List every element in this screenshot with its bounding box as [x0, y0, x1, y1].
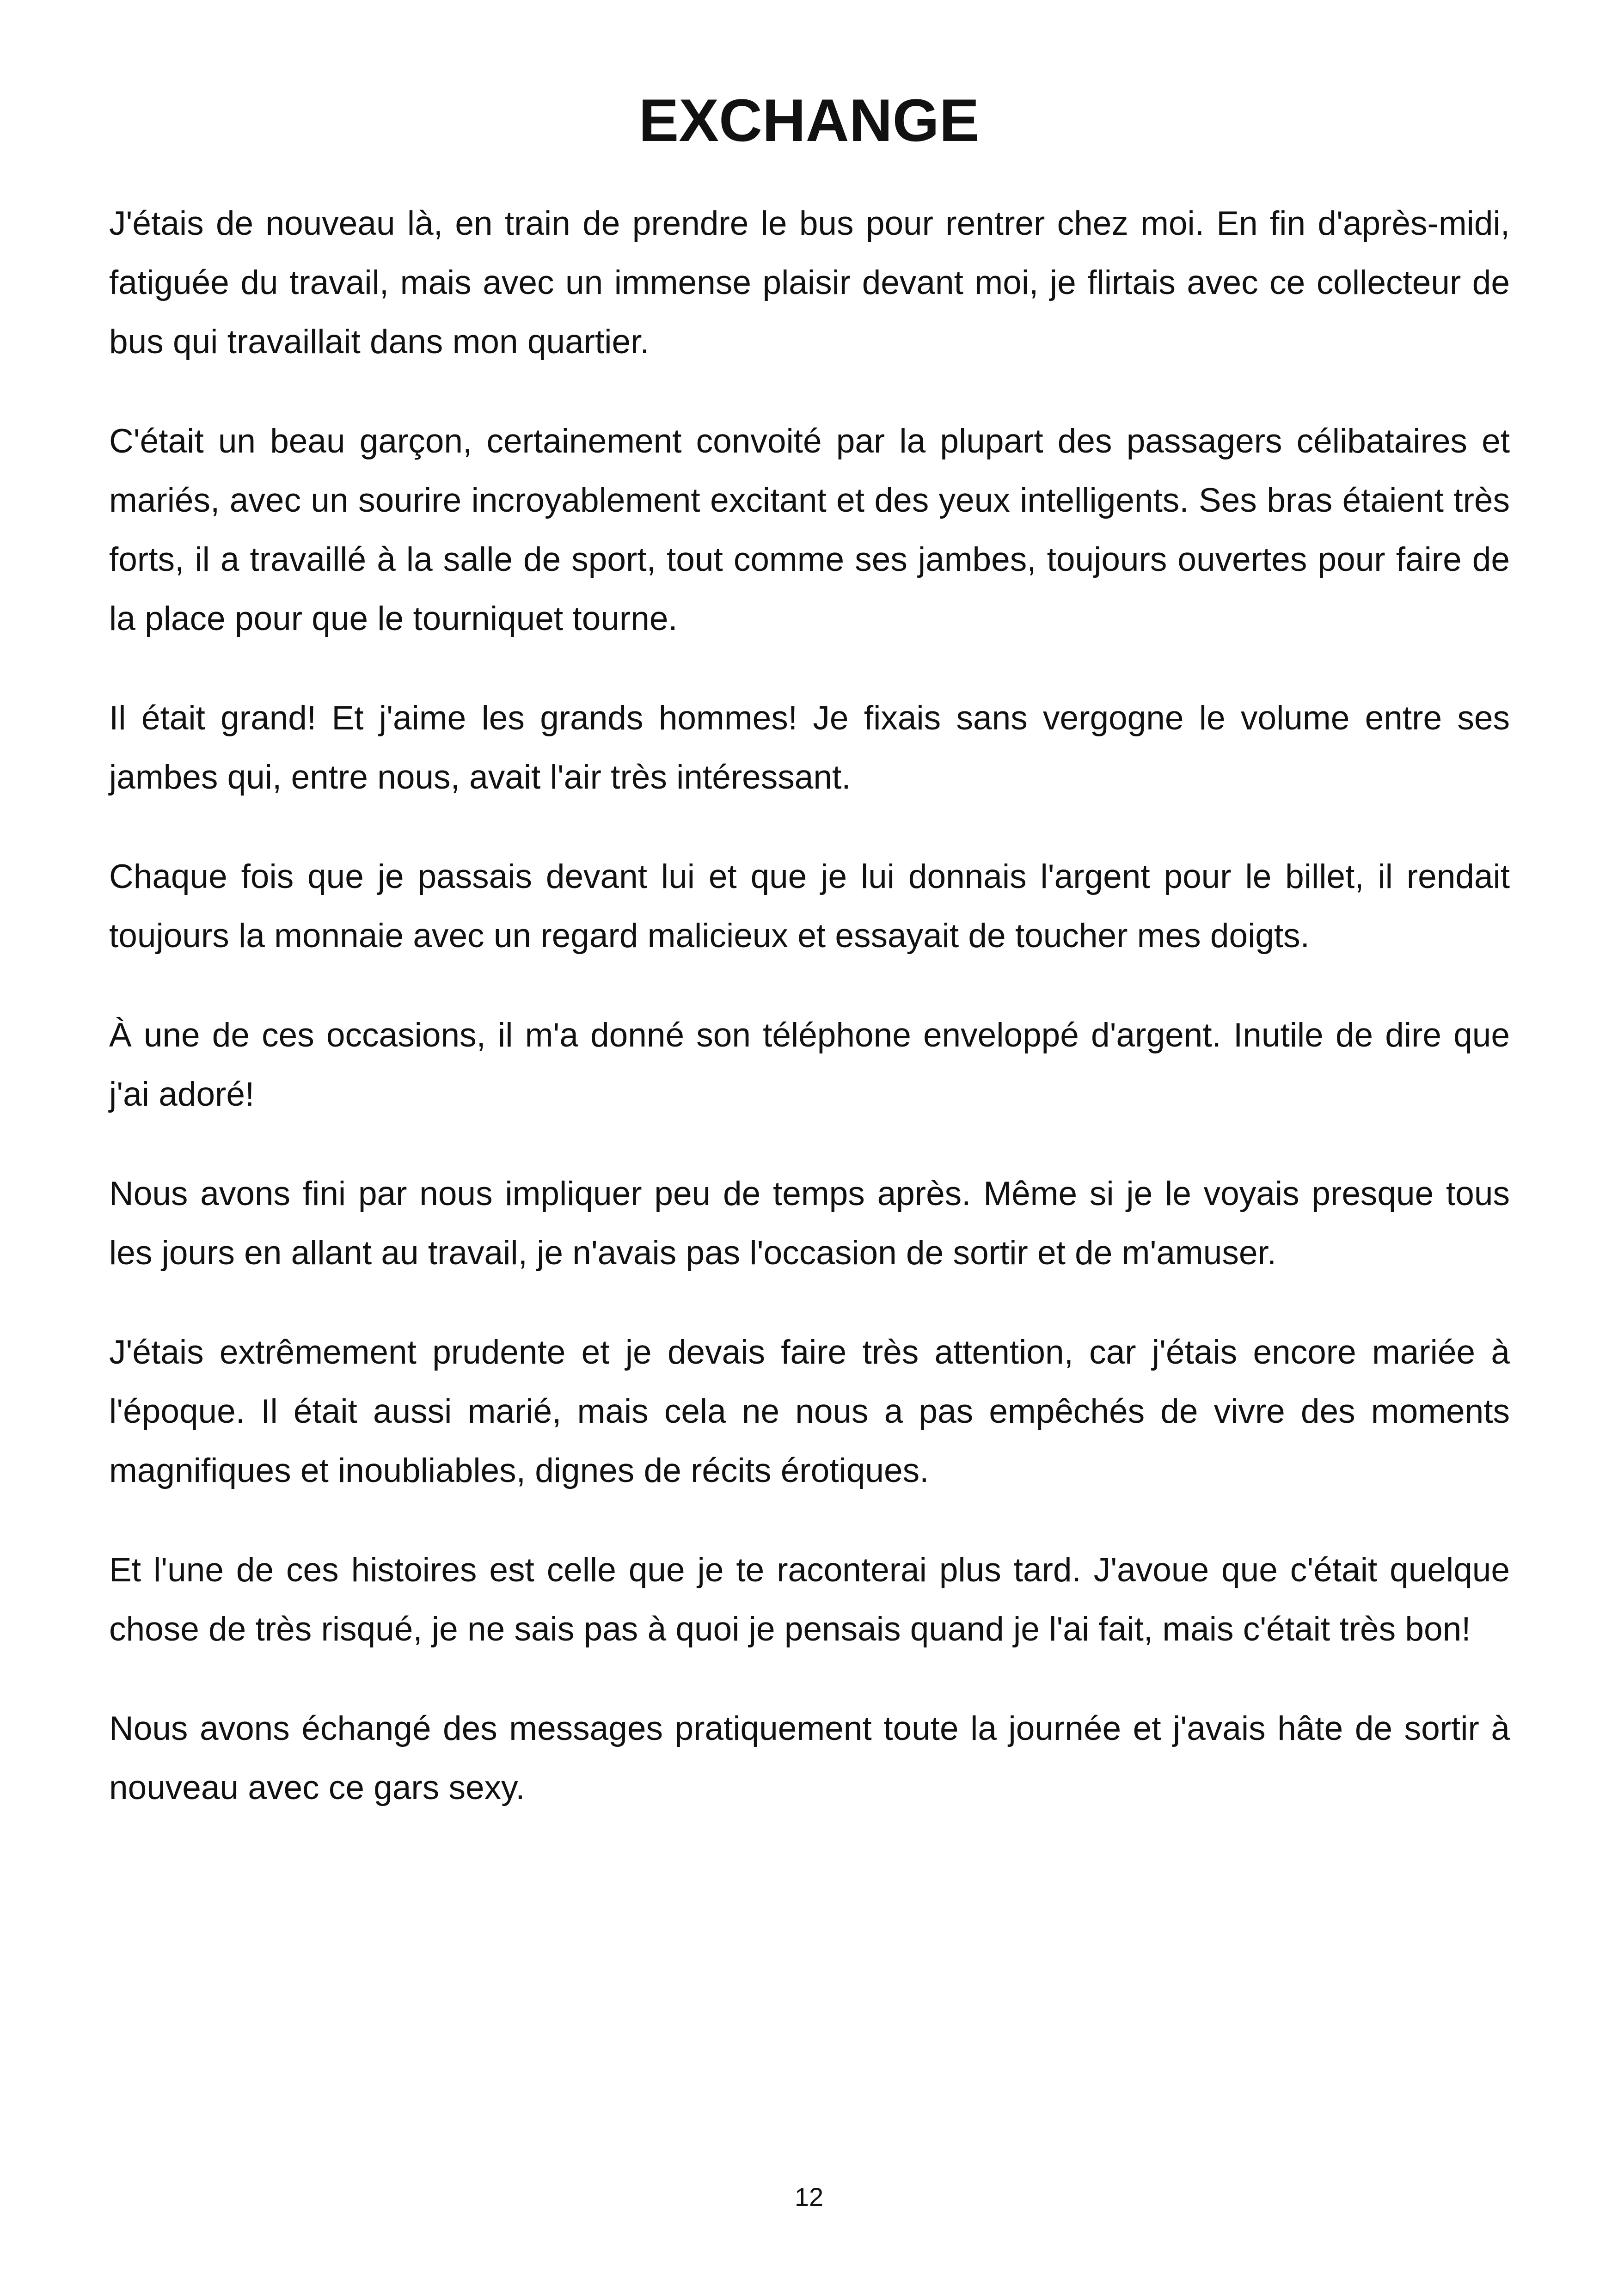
page-title: EXCHANGE — [638, 86, 980, 154]
paragraph-5: À une de ces occasions, il m'a donné son téléphone enveloppé d'argent. Inutile de dire que j'ai adoré! — [109, 1016, 1510, 1113]
paragraph-1: J'étais de nouveau là, en train de prendre le bus pour rentrer chez moi. En fin d'après-midi, fatiguée du travail, mais avec un immense plaisir devant moi, je flirtais avec ce collecteur de bus qui travaillait dans mon quartier. — [109, 205, 1510, 361]
page-number: 12 — [794, 2182, 824, 2211]
body-text — [109, 194, 1510, 1858]
paragraph-7: J'étais extrêmement prudente et je devais faire très attention, car j'étais encore mariée à l'époque. Il était aussi marié, mais cela ne nous a pas empêchés de vivre des moments magnifiques et inoubliables, dignes de récits érotiques. — [109, 1334, 1510, 1489]
paragraph-9: Nous avons échangé des messages pratiquement toute la journée et j'avais hâte de sortir à nouveau avec ce gars sexy. — [109, 1710, 1510, 1806]
paragraph-2: C'était un beau garçon, certainement convoité par la plupart des passagers célibataires et mariés, avec un sourire incroyablement excitant et des yeux intelligents. Ses bras étaient très forts, il a travaillé à la salle de sport, tout comme ses jambes, toujours ouvertes pour faire de la place pour que le tourniquet tourne. — [109, 422, 1510, 637]
paragraph-4: Chaque fois que je passais devant lui et que je lui donnais l'argent pour le billet, il rendait toujours la monnaie avec un regard malicieux et essayait de toucher mes doigts. — [109, 858, 1510, 955]
paragraph-3: Il était grand! Et j'aime les grands hommes! Je fixais sans vergogne le volume entre ses jambes qui, entre nous, avait l'air très intéressant. — [109, 699, 1510, 796]
paragraph-6: Nous avons fini par nous impliquer peu de temps après. Même si je le voyais presque tous les jours en allant au travail, je n'avais pas l'occasion de sortir et de m'amuser. — [109, 1175, 1510, 1272]
paragraph-8: Et l'une de ces histoires est celle que je te raconterai plus tard. J'avoue que c'était quelque chose de très risqué, je ne sais pas à quoi je pensais quand je l'ai fait, mais c'était très bon! — [109, 1551, 1510, 1648]
